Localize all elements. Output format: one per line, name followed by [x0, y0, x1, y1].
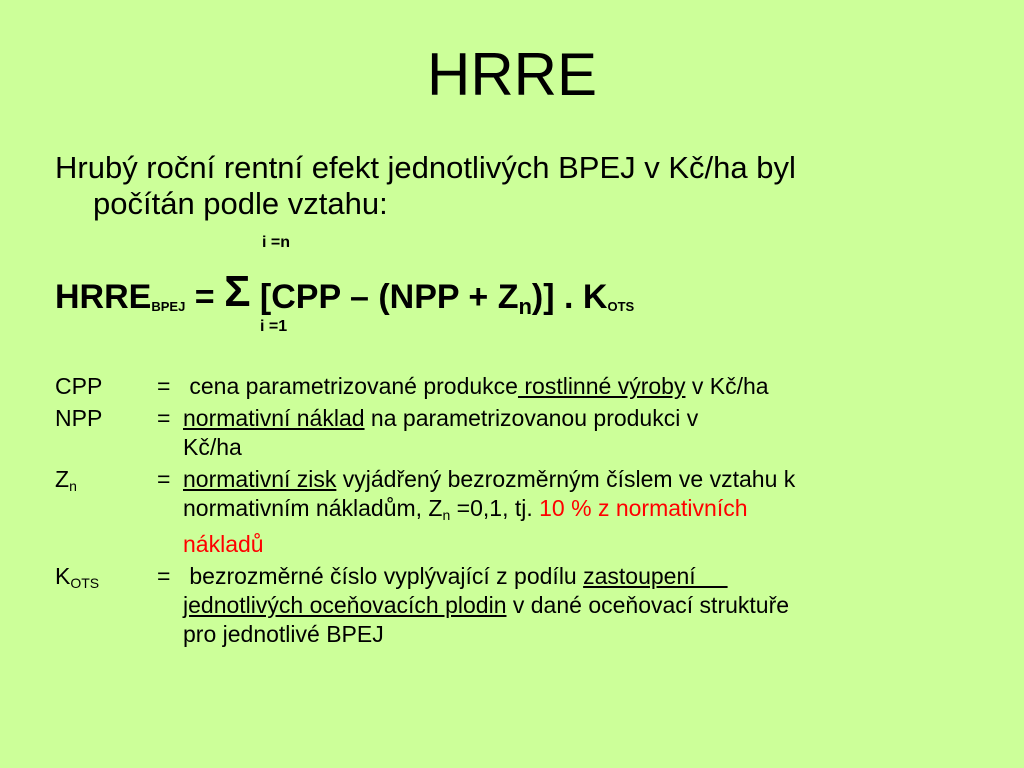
term-npp [55, 404, 157, 462]
intro-line-2: počítán podle vztahu: [93, 186, 388, 221]
desc-zn-cont-subscript: n [442, 507, 451, 523]
term-cpp-label: CPP [55, 373, 103, 399]
desc-zn [157, 465, 975, 559]
equals-sign: = [157, 563, 171, 589]
desc-npp-continuation: Kč/ha [183, 434, 242, 460]
formula-lhs-subscript: BPEJ [151, 299, 186, 314]
equals-sign: = [157, 405, 171, 431]
desc-kots-continuation-1 [157, 591, 975, 620]
link-normativni-zisk[interactable]: normativní zisk [183, 466, 337, 492]
definition-zn [55, 465, 975, 559]
desc-npp [157, 404, 975, 462]
desc-cpp [157, 372, 975, 401]
definition-cpp [55, 372, 975, 401]
desc-kots-continuation-2: pro jednotlivé BPEJ [183, 621, 384, 647]
definitions-list [55, 372, 975, 652]
term-kots-subscript: OTS [70, 575, 100, 591]
term-zn-label: Z [55, 466, 70, 492]
desc-npp-text-1: na parametrizovanou produkci v [364, 405, 699, 431]
slide-title: HRRE [426, 41, 597, 108]
formula-equals: = [185, 278, 225, 316]
desc-zn-cont-text-1: normativním nákladům, Z [183, 495, 443, 521]
term-zn-subscript: n [69, 478, 77, 494]
definition-npp [55, 404, 975, 462]
desc-zn-highlight-1: 10 % z normativních [539, 495, 748, 521]
formula-z-subscript: n [518, 294, 532, 319]
term-npp-label: NPP [55, 405, 103, 431]
desc-cpp-text-2: v Kč/ha [685, 373, 769, 399]
desc-cpp-text-1: cena parametrizované produkce [183, 373, 518, 399]
desc-kots-text-2: v dané oceňovací struktuře [506, 592, 790, 618]
sum-upper-limit: i =n [262, 234, 291, 251]
equals-sign: = [157, 466, 171, 492]
intro-text [55, 150, 955, 222]
term-kots-label: K [55, 563, 71, 589]
desc-zn-continuation [157, 494, 975, 530]
desc-zn-text-1: vyjádřený bezrozměrným číslem ve vztahu k [336, 466, 796, 492]
desc-zn-highlight-2: nákladů [183, 531, 264, 557]
sigma-symbol: Σ [224, 267, 251, 316]
formula-part-1: [CPP – (NPP + Z [250, 278, 519, 316]
intro-line-1: Hrubý roční rentní efekt jednotlivých BPEJ v Kč/ha byl [55, 150, 796, 185]
term-kots [55, 562, 157, 649]
term-cpp [55, 372, 157, 401]
formula-lhs: HRRE [55, 278, 152, 316]
link-jednotlivych-ocenovacich-plodin[interactable]: jednotlivých oceňovacích plodin [183, 592, 507, 618]
formula-part-2: )] . K [531, 278, 608, 316]
desc-kots-text-1: bezrozměrné číslo vyplývající z podílu [183, 563, 584, 589]
hrre-formula [55, 262, 634, 337]
link-rostlinne-vyroby[interactable]: rostlinné výroby [517, 373, 686, 399]
desc-kots [157, 562, 975, 649]
sum-lower-limit: i =1 [260, 318, 288, 335]
formula-k-subscript: OTS [607, 299, 635, 314]
desc-zn-cont-text-2: =0,1, tj. [450, 495, 540, 521]
term-zn [55, 465, 157, 559]
link-normativni-naklad[interactable]: normativní náklad [183, 405, 365, 431]
link-zastoupeni[interactable]: zastoupení [583, 563, 728, 589]
equals-sign: = [157, 373, 171, 399]
definition-kots [55, 562, 975, 649]
